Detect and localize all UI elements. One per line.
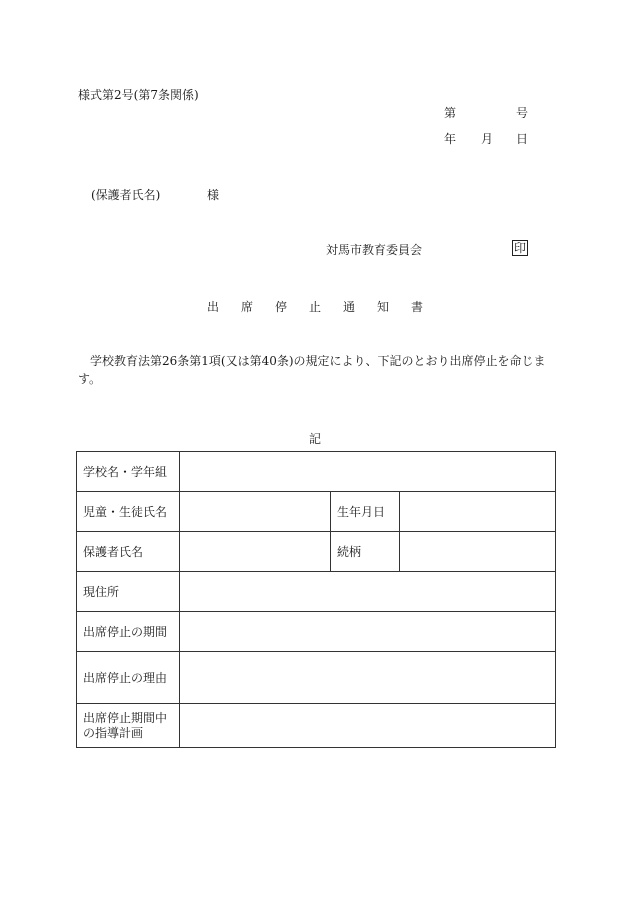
table-row (77, 492, 556, 532)
title-char: 通 (343, 300, 356, 314)
school-class-field[interactable] (180, 452, 556, 492)
relationship-field[interactable] (400, 532, 556, 572)
table-row (77, 704, 556, 748)
recipient-honorific: 様 (207, 188, 220, 202)
suspension-reason-label: 出席停止の理由 (77, 652, 180, 704)
recipient-name-label: (保護者氏名) (91, 188, 161, 202)
title-char: 知 (377, 300, 390, 314)
date-day-label: 日 (516, 132, 529, 146)
student-name-field[interactable] (180, 492, 331, 532)
title-char: 止 (308, 300, 321, 314)
table-row (77, 612, 556, 652)
table-row (77, 652, 556, 704)
issuer-name: 対馬市教育委員会 (326, 243, 423, 257)
date-year-label: 年 (444, 132, 457, 146)
student-name-label: 児童・生徒氏名 (77, 492, 180, 532)
address-field[interactable] (180, 572, 556, 612)
birth-date-label: 生年月日 (331, 492, 400, 532)
suspension-period-label: 出席停止の期間 (77, 612, 180, 652)
guardian-name-label: 保護者氏名 (77, 532, 180, 572)
document-number-prefix: 第 (444, 106, 457, 120)
title-char: 停 (274, 300, 287, 314)
birth-date-field[interactable] (400, 492, 556, 532)
form-number: 様式第2号(第7条関係) (78, 88, 199, 102)
title-char: 書 (411, 300, 424, 314)
guardian-name-field[interactable] (180, 532, 331, 572)
school-class-label: 学校名・学年組 (77, 452, 180, 492)
table-row (77, 452, 556, 492)
body-text: 学校教育法第26条第1項(又は第40条)の規定により、下記のとおり出席停止を命じます。 (78, 354, 546, 386)
guidance-plan-label-line1: 出席停止期間中 (83, 710, 168, 725)
suspension-reason-field[interactable] (180, 652, 556, 704)
details-table (76, 451, 556, 748)
relationship-label: 続柄 (331, 532, 400, 572)
document-number-suffix: 号 (516, 106, 529, 120)
date-month-label: 月 (481, 132, 494, 146)
address-label: 現住所 (77, 572, 180, 612)
title-char: 出 (206, 300, 219, 314)
guidance-plan-field[interactable] (180, 704, 556, 748)
seal-mark: 印 (514, 241, 527, 255)
title-char: 席 (240, 300, 253, 314)
document-title (0, 298, 630, 315)
ki-heading: 記 (308, 432, 321, 446)
guidance-plan-label-line2: の指導計画 (83, 725, 144, 740)
suspension-period-field[interactable] (180, 612, 556, 652)
table-row (77, 572, 556, 612)
table-row (77, 532, 556, 572)
guidance-plan-label (77, 704, 180, 748)
